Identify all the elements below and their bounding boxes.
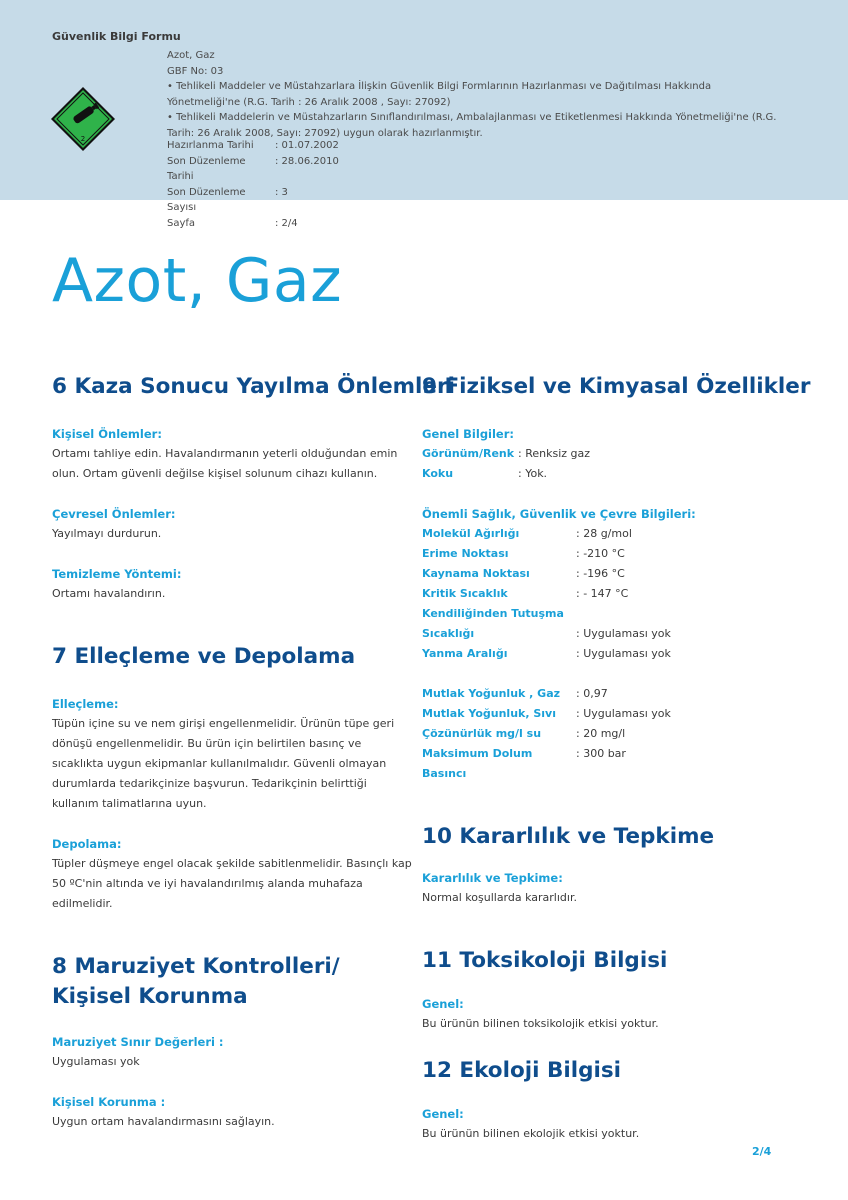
header-info [167, 48, 777, 141]
property-row [422, 544, 792, 564]
property-row [422, 604, 792, 624]
cleaning-method-text: Ortamı havalandırın. [52, 587, 166, 600]
property-row [422, 724, 792, 744]
personal-measures-label: Kişisel Önlemler: [52, 427, 162, 441]
ecology-text: Bu ürünün bilinen ekolojik etkisi yoktur. [422, 1127, 640, 1140]
section-12-title: 12 Ekoloji Bilgisi [422, 1058, 622, 1083]
property-value: : -210 °C [576, 547, 625, 560]
property-value: : 28 g/mol [576, 527, 632, 540]
page-number: 2/4 [752, 1145, 772, 1158]
stability-label: Kararlılık ve Tepkime: [422, 871, 563, 885]
page-title: Azot, Gaz [52, 246, 343, 316]
regulation-1: • Tehlikeli Maddeler ve Müstahzarlara İlişkin Güvenlik Bilgi Formlarının Hazırlanması ve Dağıtılması Hakkında Yönetmeliği'ne (R.G. Tarih : 26 Aralık 2008 , Sayı: 27092) [167, 81, 712, 108]
meta-value: : 01.07.2002 [275, 140, 339, 151]
section-11-title: 11 Toksikoloji Bilgisi [422, 948, 668, 973]
toxicology-text: Bu ürünün bilinen toksikolojik etkisi yoktur. [422, 1017, 659, 1030]
header-band [0, 0, 848, 229]
property-key: Sıcaklığı [422, 627, 475, 640]
meta-label: Sayfa [167, 217, 196, 229]
property-key: Erime Noktası [422, 547, 509, 560]
regulation-2: • Tehlikeli Maddelerin ve Müstahzarların Sınıflandırılması, Ambalajlanması ve Etiketlenmesi Hakkında Yönetmeliği'ne (R.G. Tarih: 26 Aralık 2008, Sayı: 27092) uygun olarak hazırlanmıştır. [167, 112, 777, 139]
section-9-title: 9 Fiziksel ve Kimyasal Özellikler [422, 374, 811, 399]
property-key: Kendiliğinden Tutuşma [422, 607, 564, 620]
meta-label: Hazırlanma Tarihi [167, 140, 254, 151]
form-title: Güvenlik Bilgi Formu [52, 30, 181, 43]
exposure-limit-label: Maruziyet Sınır Değerleri : [52, 1035, 224, 1049]
property-value: : Uygulaması yok [576, 647, 671, 660]
meta-row [167, 154, 339, 185]
property-value: : 300 bar [576, 747, 626, 760]
property-value: : Yok. [518, 467, 548, 480]
property-row [422, 464, 792, 484]
meta-value: : 28.06.2010 [275, 155, 339, 167]
storage-text: Tüpler düşmeye engel olacak şekilde sabitlenmelidir. Basınçlı kap 50 ºC'nin altında ve iyi havalandırılmış alanda muhafaza edilmelidir. [52, 857, 412, 910]
property-key: Görünüm/Renk [422, 447, 515, 460]
property-value: : Uygulaması yok [576, 627, 671, 640]
property-value: : Uygulaması yok [576, 707, 671, 720]
property-key: Çözünürlük mg/l su [422, 727, 542, 740]
hazard-class-number: 2 [80, 135, 86, 143]
property-key: Kritik Sıcaklık [422, 587, 508, 600]
property-row [422, 684, 792, 704]
env-measures-label: Çevresel Önlemler: [52, 507, 176, 521]
meta-row [167, 216, 339, 232]
personal-measures-text: Ortamı tahliye edin. Havalandırmanın yeterli olduğundan emin olun. Ortam güvenli değilse kişisel solunum cihazı kullanın. [52, 447, 398, 480]
ecology-label: Genel: [422, 1107, 464, 1121]
storage-label: Depolama: [52, 837, 122, 851]
property-key: Koku [422, 467, 454, 480]
exposure-limit-text: Uygulaması yok [52, 1055, 140, 1068]
property-value: : 0,97 [576, 687, 608, 700]
cleaning-method-label: Temizleme Yöntemi: [52, 567, 182, 581]
property-value: : -196 °C [576, 567, 625, 580]
general-info-label: Genel Bilgiler: [422, 427, 515, 441]
meta-row [167, 185, 339, 216]
stability-text: Normal koşullarda kararlıdır. [422, 891, 577, 904]
property-key: Molekül Ağırlığı [422, 527, 520, 540]
property-key: Mutlak Yoğunluk, Sıvı [422, 707, 556, 720]
meta-table [167, 138, 339, 231]
property-value: : 20 mg/l [576, 727, 626, 740]
property-row [422, 704, 792, 724]
gbf-number: GBF No: 03 [167, 65, 224, 77]
property-key: Kaynama Noktası [422, 567, 530, 580]
section-8-title: 8 Maruziyet Kontrolleri/ Kişisel Korunma [52, 954, 340, 1009]
personal-protection-label: Kişisel Korunma : [52, 1095, 166, 1109]
personal-protection-text: Uygun ortam havalandırmasını sağlayın. [52, 1115, 275, 1128]
property-row [422, 524, 792, 544]
section-7-title: 7 Elleçleme ve Depolama [52, 644, 356, 669]
handling-text: Tüpün içine su ve nem girişi engellenmelidir. Ürünün tüpe geri dönüşü engellenmelidir. Bu ürün için belirtilen basınç ve sıcaklıkta uygun ekipmanlar kullanılmalıdır. Güvenli olmayan durumlarda tedarikçinize başvurun. Tedarikçinin belirttiği kullanım talimatlarına uyun. [52, 717, 395, 810]
property-key: Mutlak Yoğunluk , Gaz [422, 687, 561, 700]
property-row [422, 564, 792, 584]
meta-row [167, 138, 339, 154]
env-measures-text: Yayılmayı durdurun. [52, 527, 162, 540]
handling-label: Elleçleme: [52, 697, 119, 711]
meta-label: Son Düzenleme Sayısı [167, 186, 246, 213]
property-value: : Renksiz gaz [518, 447, 591, 460]
important-info-label: Önemli Sağlık, Güvenlik ve Çevre Bilgileri: [422, 507, 696, 521]
property-value: : - 147 °C [576, 587, 629, 600]
property-row [422, 444, 792, 464]
right-column [422, 372, 811, 1144]
property-key: Yanma Aralığı [422, 647, 508, 660]
meta-value: : 2/4 [275, 217, 298, 229]
meta-value: : 3 [275, 186, 288, 198]
property-row [422, 624, 792, 644]
property-row [422, 644, 792, 664]
section-10-title: 10 Kararlılık ve Tepkime [422, 824, 715, 849]
property-row [422, 744, 792, 784]
meta-label: Son Düzenleme Tarihi [167, 155, 246, 182]
toxicology-label: Genel: [422, 997, 464, 1011]
section-6-title: 6 Kaza Sonucu Yayılma Önlemleri [52, 374, 455, 399]
property-key: Maksimum Dolum Basıncı [422, 747, 533, 780]
product-name: Azot, Gaz [167, 50, 215, 61]
property-row [422, 584, 792, 604]
gas-cylinder-hazard-icon [50, 86, 116, 152]
